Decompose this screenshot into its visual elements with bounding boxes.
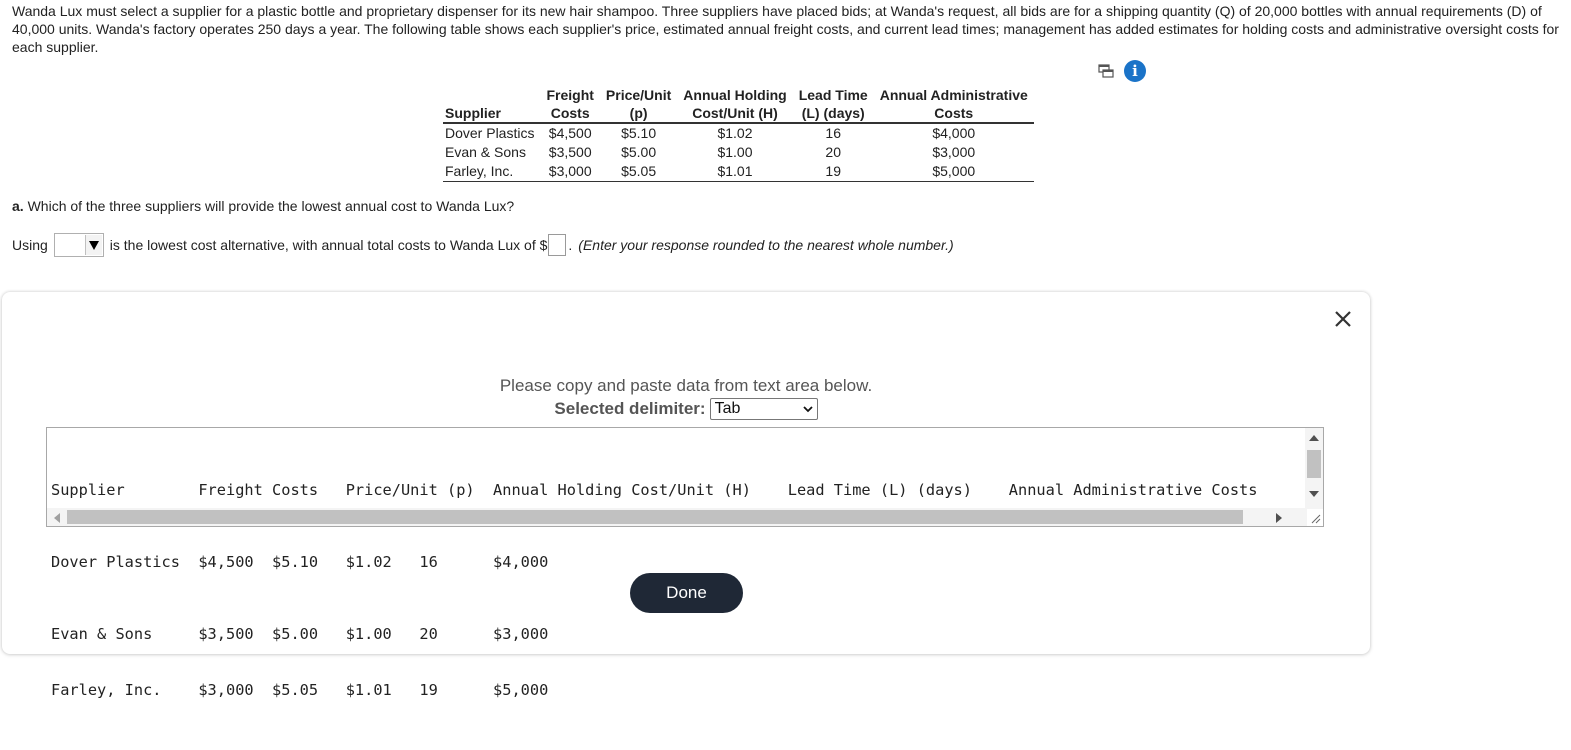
cell-lead-time: 19	[793, 162, 874, 182]
header-lead-time: Lead Time (L) (days)	[793, 86, 874, 123]
table-row	[443, 162, 1034, 182]
answer-period: .	[568, 237, 573, 253]
cell-holding: $1.01	[677, 162, 792, 182]
supplier-table	[443, 86, 1034, 182]
vertical-scroll-thumb[interactable]	[1307, 450, 1321, 478]
question-number: a.	[12, 198, 24, 214]
textarea-line: Supplier Freight Costs Price/Unit (p) Annual Holding Cost/Unit (H) Lead Time (L) (days) Annual Administrative Costs	[51, 481, 1258, 499]
cell-supplier: Farley, Inc.	[443, 162, 540, 182]
answer-row	[12, 232, 954, 258]
close-icon[interactable]	[1333, 309, 1353, 329]
dialog-instruction: Please copy and paste data from text area below.	[499, 376, 873, 395]
header-freight-costs: Freight Costs	[540, 86, 599, 123]
cell-supplier: Dover Plastics	[445, 125, 535, 141]
answer-middle-text: is the lowest cost alternative, with annual total costs to Wanda Lux of $	[109, 237, 548, 253]
delimiter-row	[0, 398, 1372, 420]
cell-holding: $1.00	[717, 144, 753, 160]
cell-price: $5.10	[621, 125, 657, 141]
delimiter-select[interactable]	[710, 398, 818, 420]
cell-freight: $4,500	[548, 125, 592, 141]
scroll-up-icon[interactable]	[1309, 435, 1319, 441]
total-cost-input[interactable]	[548, 234, 566, 256]
cell-admin: $4,000	[932, 125, 976, 141]
cell-lead-time: 20	[825, 144, 841, 160]
textarea-line: Evan & Sons $3,500 $5.00 $1.00 20 $3,000	[51, 625, 549, 643]
textarea-line: Farley, Inc. $3,000 $5.05 $1.01 19 $5,000	[51, 681, 549, 699]
info-icon[interactable]: i	[1124, 60, 1146, 82]
cell-price: $5.05	[600, 162, 677, 182]
cell-holding: $1.02	[717, 125, 753, 141]
resize-grip-icon[interactable]	[1309, 512, 1321, 524]
cell-admin: $3,000	[932, 144, 976, 160]
cell-admin: $5,000	[874, 162, 1034, 182]
chevron-down-icon	[803, 406, 813, 413]
supplier-dropdown[interactable]	[54, 233, 104, 257]
question-text: Which of the three suppliers will provide the lowest annual cost to Wanda Lux?	[27, 198, 515, 214]
cell-lead-time: 16	[825, 125, 841, 141]
table-tools	[1098, 60, 1146, 82]
horizontal-scrollbar[interactable]	[47, 508, 1307, 526]
cell-freight: $3,500	[548, 144, 592, 160]
copy-data-icon[interactable]	[1098, 64, 1114, 78]
horizontal-scroll-thumb[interactable]	[67, 510, 1243, 524]
cell-price: $5.00	[621, 144, 657, 160]
delimiter-value: Tab	[714, 400, 741, 417]
scroll-right-icon[interactable]	[1276, 513, 1282, 523]
scroll-down-icon[interactable]	[1309, 491, 1319, 497]
problem-intro: Wanda Lux must select a supplier for a plastic bottle and proprietary dispenser for its new hair shampoo. Three suppliers have placed bids; at Wanda's request, all bids are for a shipping quantity (Q) of 20,000 bottles with annual requirements (D) of 40,000 units. Wanda's factory operates 250 days a year. The following table shows each supplier's price, estimated annual freight costs, and current lead times; management has added estimates for holding costs and administrative oversight costs for each supplier.	[12, 3, 1559, 55]
header-supplier: Supplier	[443, 86, 540, 123]
table-row	[443, 123, 1034, 143]
header-holding-cost: Annual Holding Cost/Unit (H)	[677, 86, 792, 123]
header-admin-costs: Annual Administrative Costs	[874, 86, 1034, 123]
cell-freight: $3,000	[540, 162, 599, 182]
question-a	[12, 198, 514, 214]
dropdown-arrow-icon	[85, 235, 102, 255]
header-price-unit: Price/Unit (p)	[600, 86, 677, 123]
rounding-hint: (Enter your response rounded to the nearest whole number.)	[578, 237, 954, 253]
answer-prefix: Using	[12, 237, 48, 253]
cell-supplier: Evan & Sons	[445, 144, 526, 160]
textarea-line: Dover Plastics $4,500 $5.10 $1.02 16 $4,000	[51, 553, 549, 571]
table-row	[443, 143, 1034, 162]
scroll-left-icon[interactable]	[54, 513, 60, 523]
table-header-row	[443, 86, 1034, 123]
done-button[interactable]: Done	[630, 573, 743, 613]
delimiter-label: Selected delimiter:	[554, 399, 706, 418]
vertical-scrollbar[interactable]	[1305, 428, 1323, 509]
